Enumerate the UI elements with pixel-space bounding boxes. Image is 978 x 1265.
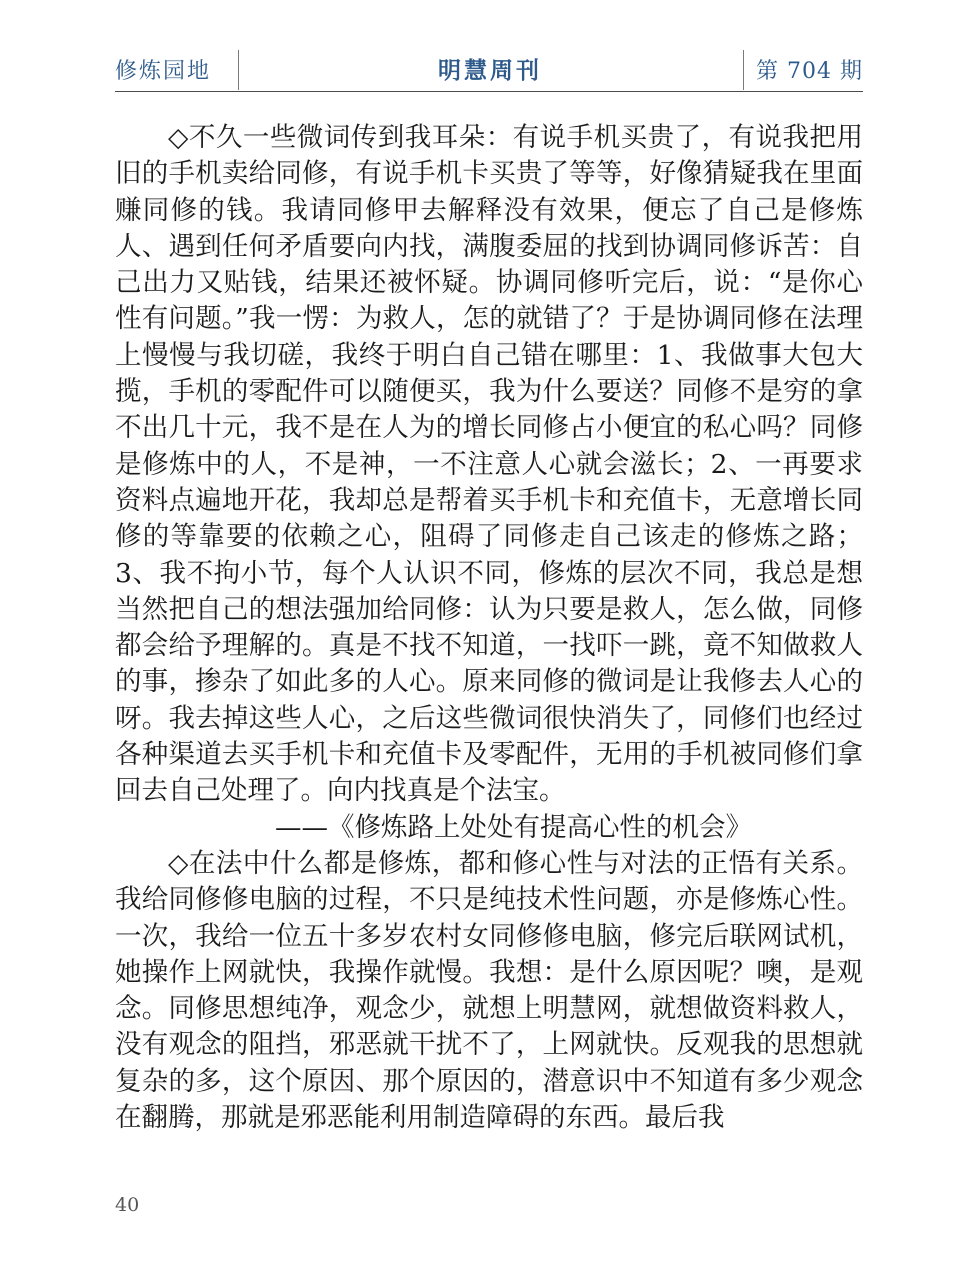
header-rule	[115, 91, 863, 92]
section-name: 修炼园地	[115, 59, 212, 84]
header-divider-left	[238, 50, 239, 90]
article-body	[115, 120, 863, 1136]
paragraph: ◇不久一些微词传到我耳朵：有说手机买贵了，有说我把用旧的手机卖给同修，有说手机卡买贵了等等，好像猜疑我在里面赚同修的钱。我请同修甲去解释没有效果，便忘了自己是修炼人、遇到任何矛盾要向内找，满腹委屈的找到协调同修诉苦：自己出力又贴钱，结果还被怀疑。协调同修听完后，说：“是你心性有问题。”我一愣：为救人，怎的就错了？于是协调同修在法理上慢慢与我切磋，我终于明白自己错在哪里：1、我做事大包大揽，手机的零配件可以随便买，我为什么要送？同修不是穷的拿不出几十元，我不是在人为的增长同修占小便宜的私心吗？同修是修炼中的人，不是神，一不注意人心就会滋长；2、一再要求资料点遍地开花，我却总是帮着买手机卡和充值卡，无意增长同修的等靠要的依赖之心，阻碍了同修走自己该走的修炼之路；3、我不拘小节，每个人认识不同，修炼的层次不同，我总是想当然把自己的想法强加给同修：认为只要是救人，怎么做，同修都会给予理解的。真是不找不知道，一找吓一跳，竟不知做救人的事，掺杂了如此多的人心。原来同修的微词是让我修去人心的呀。我去掉这些人心，之后这些微词很快消失了，同修们也经过各种渠道去买手机卡和充值卡及零配件，无用的手机被同修们拿回去自己处理了。向内找真是个法宝。	[115, 122, 863, 807]
page-number: 40	[115, 1194, 140, 1216]
publication-title: 明慧周刊	[438, 58, 542, 84]
paragraph: ◇在法中什么都是修炼，都和修心性与对法的正悟有关系。我给同修修电脑的过程，不只是纯技术性问题，亦是修炼心性。一次，我给一位五十多岁农村女同修修电脑，修完后联网试机，她操作上网就快，我操作就慢。我想：是什么原因呢？噢，是观念。同修思想纯净，观念少，就想上明慧网，就想做资料救人，没有观念的阻挡，邪恶就干扰不了，上网就快。反观我的思想就复杂的多，这个原因、那个原因的，潜意识中不知道有多少观念在翻腾，那就是邪恶能利用制造障碍的东西。最后我	[115, 847, 863, 1134]
header-divider-right	[743, 50, 744, 90]
page-header	[115, 50, 863, 92]
article-source: ——《修炼路上处处有提高心性的机会》	[275, 811, 752, 843]
issue-number: 第 704 期	[756, 59, 863, 84]
